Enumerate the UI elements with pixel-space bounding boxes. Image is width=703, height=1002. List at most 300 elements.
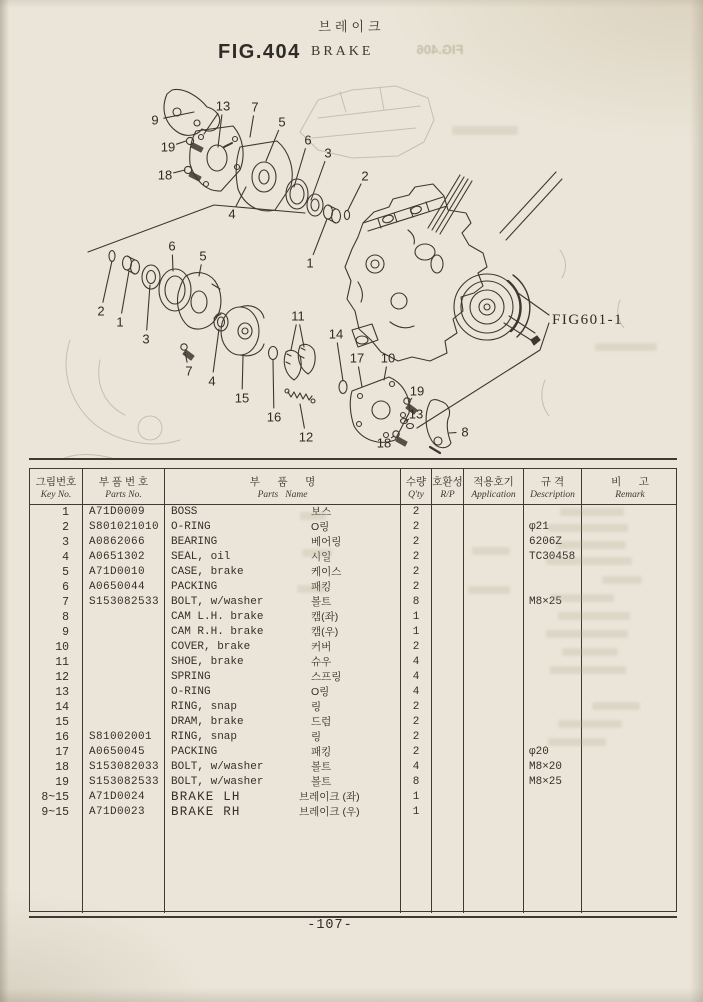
- cell-part-name: [165, 700, 401, 715]
- cell-part-name: [165, 745, 401, 760]
- cell-rp: [432, 670, 464, 685]
- bleedthrough-smudge: [472, 547, 510, 555]
- cell-part-no: A0650045: [83, 745, 165, 760]
- cell-key-no: 8~15: [30, 790, 83, 805]
- cell-rp: [432, 790, 464, 805]
- bleedthrough-smudge: [558, 720, 622, 728]
- callout-13: 13: [215, 98, 231, 114]
- callout-leader: [300, 404, 304, 428]
- cell-key-no: 9~15: [30, 805, 83, 820]
- header-en: R/P: [440, 489, 455, 500]
- callout-8: 8: [461, 424, 469, 440]
- cell-part-no: A71D0023: [83, 805, 165, 820]
- cell-key-no: 18: [30, 760, 83, 775]
- cell-key-no: 7: [30, 595, 83, 610]
- cell-rp: [432, 535, 464, 550]
- callout-9: 9: [151, 112, 159, 128]
- callout-18: 18: [376, 435, 392, 451]
- cell-part-no: [83, 610, 165, 625]
- cell-key-no: 6: [30, 580, 83, 595]
- cell-rp: [432, 520, 464, 535]
- cell-remark: [582, 775, 678, 790]
- header-ko: 부 품 번 호: [98, 475, 149, 488]
- cell-key-no: 14: [30, 700, 83, 715]
- cell-description: TC30458: [524, 550, 582, 565]
- part-name-ko: 브레이크 (좌): [299, 791, 360, 803]
- part-name-en: SHOE, brake: [171, 656, 244, 668]
- bleedthrough-smudge: [546, 630, 628, 638]
- part-name-en: PACKING: [171, 581, 218, 593]
- cell-qty: 2: [401, 730, 432, 745]
- cell-rp: [432, 595, 464, 610]
- callout-leader: [103, 261, 112, 302]
- callout-7: 7: [251, 99, 259, 115]
- cell-application: [464, 790, 524, 805]
- part-name-ko: 보스: [311, 506, 332, 518]
- part-name-en: BRAKE LH: [171, 790, 241, 804]
- header-ko: 호환성: [432, 475, 463, 488]
- header-en: Q'ty: [408, 489, 424, 500]
- bleedthrough-smudge: [548, 738, 606, 746]
- cell-rp: [432, 610, 464, 625]
- cell-description: [524, 790, 582, 805]
- callout-6: 6: [168, 238, 176, 254]
- cell-remark: [582, 685, 678, 700]
- header-parts-name: [165, 469, 401, 504]
- cell-qty: 4: [401, 655, 432, 670]
- cell-application: [464, 775, 524, 790]
- cell-part-name: [165, 685, 401, 700]
- part-name-ko: 커버: [311, 641, 332, 653]
- cell-application: [464, 805, 524, 820]
- header-en: Parts No.: [105, 489, 142, 500]
- part-name-ko: 링: [311, 701, 322, 713]
- part-name-ko: 패킹: [311, 581, 332, 593]
- figure-title: BRAKE: [311, 44, 374, 59]
- cell-rp: [432, 565, 464, 580]
- cell-part-name: [165, 760, 401, 775]
- exploded-parts-diagram: [0, 75, 703, 460]
- cell-rp: [432, 505, 464, 520]
- callout-leader: [359, 367, 363, 387]
- header-qty: [401, 469, 432, 504]
- cell-rp: [432, 655, 464, 670]
- callout-3: 3: [142, 331, 150, 347]
- cell-part-name: [165, 550, 401, 565]
- part-name-en: BEARING: [171, 536, 218, 548]
- callout-4: 4: [228, 206, 236, 222]
- cell-key-no: 9: [30, 625, 83, 640]
- cell-qty: 1: [401, 610, 432, 625]
- part-name-en: RING, snap: [171, 701, 238, 713]
- cell-qty: 4: [401, 760, 432, 775]
- cell-part-name: [165, 655, 401, 670]
- part-name-en: COVER, brake: [171, 641, 251, 653]
- cell-rp: [432, 730, 464, 745]
- cell-key-no: 15: [30, 715, 83, 730]
- callout-12: 12: [298, 429, 314, 445]
- page-number: -107-: [307, 918, 353, 933]
- header-ko: 부 품 명: [249, 475, 316, 488]
- cell-key-no: 17: [30, 745, 83, 760]
- part-name-en: SPRING: [171, 671, 211, 683]
- part-name-en: DRAM, brake: [171, 716, 244, 728]
- cell-qty: 2: [401, 550, 432, 565]
- cell-part-no: [83, 625, 165, 640]
- part-name-ko: 캠(우): [311, 626, 339, 638]
- cell-description: M8×25: [524, 595, 582, 610]
- part-name-ko: 브레이크 (우): [299, 806, 360, 818]
- header-remark: [582, 469, 678, 504]
- callout-leader: [348, 184, 361, 210]
- cell-part-no: [83, 685, 165, 700]
- part-name-en: BOLT, w/washer: [171, 761, 264, 773]
- table-row: [30, 745, 676, 760]
- part-name-ko: 시일: [311, 551, 332, 563]
- callout-3: 3: [324, 145, 332, 161]
- bleedthrough-smudge: [452, 126, 518, 135]
- callout-5: 5: [199, 248, 207, 264]
- cell-part-no: A71D0009: [83, 505, 165, 520]
- bleedthrough-smudge: [546, 557, 632, 565]
- cell-rp: [432, 715, 464, 730]
- callout-6: 6: [304, 132, 312, 148]
- bleedthrough-smudge: [300, 512, 326, 520]
- parts-table: [29, 468, 677, 912]
- cell-part-no: [83, 715, 165, 730]
- cell-qty: 2: [401, 565, 432, 580]
- cell-part-no: S153082533: [83, 775, 165, 790]
- cell-description: [524, 580, 582, 595]
- table-empty-region: [30, 820, 676, 913]
- cell-description: M8×25: [524, 775, 582, 790]
- part-name-ko: O링: [311, 521, 330, 533]
- callout-leader: [266, 130, 279, 161]
- callout-leader: [337, 343, 343, 381]
- callout-1: 1: [306, 255, 314, 271]
- callout-leader: [391, 436, 394, 438]
- cell-key-no: 4: [30, 550, 83, 565]
- cell-part-no: [83, 655, 165, 670]
- figure-reference-label: FIG601-1: [552, 312, 624, 328]
- bleedthrough-drawing: [60, 86, 624, 460]
- cell-key-no: 1: [30, 505, 83, 520]
- cell-description: φ20: [524, 745, 582, 760]
- callout-leader: [273, 360, 274, 408]
- cell-rp: [432, 685, 464, 700]
- header-en: Application: [471, 489, 516, 500]
- cell-part-name: [165, 730, 401, 745]
- table-top-rule: [29, 458, 677, 460]
- bleedthrough-smudge: [592, 702, 640, 710]
- cell-description: M8×20: [524, 760, 582, 775]
- cell-key-no: 12: [30, 670, 83, 685]
- bleedthrough-smudge: [302, 549, 332, 557]
- part-name-ko: 볼트: [311, 596, 332, 608]
- callout-14: 14: [328, 326, 344, 342]
- bleedthrough-smudge: [468, 586, 510, 594]
- bleedthrough-figure-label: FIG.406: [416, 42, 464, 57]
- cell-part-no: A0650044: [83, 580, 165, 595]
- cell-application: [464, 655, 524, 670]
- part-name-en: BOSS: [171, 506, 198, 518]
- part-name-ko: 케이스: [311, 566, 342, 578]
- cell-part-no: S153082533: [83, 595, 165, 610]
- header-en: Key No.: [40, 489, 72, 500]
- header-ko: 비 고: [611, 475, 649, 488]
- callout-leader: [242, 356, 243, 389]
- cell-rp: [432, 745, 464, 760]
- bleedthrough-smudge: [602, 576, 642, 584]
- cell-application: [464, 670, 524, 685]
- header-en: Remark: [615, 489, 645, 500]
- cell-part-name: [165, 715, 401, 730]
- cell-part-no: A0862066: [83, 535, 165, 550]
- callout-leader: [164, 112, 194, 118]
- table-row: [30, 565, 676, 580]
- part-name-ko: 스프링: [311, 671, 342, 683]
- part-name-ko: 베어링: [311, 536, 342, 548]
- callout-layer: [97, 99, 468, 451]
- cell-part-no: S81002001: [83, 730, 165, 745]
- header-parts-no: [83, 469, 165, 504]
- cell-key-no: 5: [30, 565, 83, 580]
- callout-leader: [177, 141, 187, 144]
- callout-leader: [199, 265, 201, 276]
- figure-number: FIG.404: [218, 41, 301, 63]
- cell-part-name: [165, 520, 401, 535]
- cell-application: [464, 700, 524, 715]
- cell-part-name: [165, 805, 401, 820]
- bleedthrough-smudge: [562, 648, 618, 656]
- header-application: [464, 469, 524, 504]
- part-name-en: BOLT, w/washer: [171, 596, 264, 608]
- cell-description: [524, 685, 582, 700]
- callout-leader: [291, 325, 296, 350]
- header-key-no: [30, 469, 83, 504]
- header-ko: 적용호기: [473, 475, 514, 488]
- callout-19: 19: [409, 383, 425, 399]
- cell-qty: 2: [401, 520, 432, 535]
- cell-rp: [432, 760, 464, 775]
- cell-description: [524, 805, 582, 820]
- cell-qty: 4: [401, 685, 432, 700]
- table-row: [30, 685, 676, 700]
- cell-qty: 8: [401, 775, 432, 790]
- part-name-en: PACKING: [171, 746, 218, 758]
- cell-part-no: [83, 700, 165, 715]
- cell-key-no: 16: [30, 730, 83, 745]
- cell-remark: [582, 745, 678, 760]
- part-name-ko: 볼트: [311, 776, 332, 788]
- cell-part-name: [165, 565, 401, 580]
- cell-description: φ21: [524, 520, 582, 535]
- table-header-row: [30, 469, 676, 505]
- part-name-en: CAM R.H. brake: [171, 626, 264, 638]
- part-name-ko: 캠(좌): [311, 611, 339, 623]
- cell-application: [464, 505, 524, 520]
- cell-application: [464, 520, 524, 535]
- cell-part-name: [165, 610, 401, 625]
- callout-leader: [300, 325, 304, 347]
- callout-15: 15: [234, 390, 250, 406]
- bleedthrough-smudge: [560, 508, 624, 516]
- cell-key-no: 3: [30, 535, 83, 550]
- cell-application: [464, 730, 524, 745]
- cell-part-no: [83, 670, 165, 685]
- cell-qty: 2: [401, 700, 432, 715]
- cell-remark: [582, 760, 678, 775]
- header-en: Parts Name: [257, 489, 308, 500]
- cell-key-no: 19: [30, 775, 83, 790]
- callout-leader: [172, 255, 173, 271]
- cell-description: 6206Z: [524, 535, 582, 550]
- cell-part-no: S801021010: [83, 520, 165, 535]
- cell-key-no: 8: [30, 610, 83, 625]
- cell-part-name: [165, 625, 401, 640]
- cell-qty: 2: [401, 535, 432, 550]
- header-en: Description: [530, 489, 575, 500]
- part-name-en: BRAKE RH: [171, 805, 241, 819]
- callout-18: 18: [157, 167, 173, 183]
- callout-leader: [213, 329, 219, 372]
- part-name-en: BOLT, w/washer: [171, 776, 264, 788]
- callout-2: 2: [97, 303, 105, 319]
- cell-qty: 2: [401, 745, 432, 760]
- callout-4: 4: [208, 373, 216, 389]
- cell-qty: 2: [401, 505, 432, 520]
- cell-rp: [432, 550, 464, 565]
- cell-part-no: A71D0010: [83, 565, 165, 580]
- cell-part-name: [165, 775, 401, 790]
- part-name-en: RING, snap: [171, 731, 238, 743]
- part-name-ko: 링: [311, 731, 322, 743]
- cell-description: [524, 700, 582, 715]
- cell-part-name: [165, 790, 401, 805]
- cell-qty: 1: [401, 625, 432, 640]
- part-name-ko: 슈우: [311, 656, 332, 668]
- page-title-korean: 브레이크: [318, 19, 385, 34]
- cell-qty: 4: [401, 670, 432, 685]
- cell-application: [464, 640, 524, 655]
- table-row: [30, 790, 676, 805]
- bleedthrough-smudge: [556, 541, 626, 549]
- cell-rp: [432, 700, 464, 715]
- callout-16: 16: [266, 409, 282, 425]
- callout-leader: [122, 271, 129, 313]
- callout-2: 2: [361, 168, 369, 184]
- bleedthrough-smudge: [548, 524, 628, 532]
- cell-part-name: [165, 535, 401, 550]
- cell-remark: [582, 805, 678, 820]
- cell-qty: 1: [401, 790, 432, 805]
- cell-key-no: 2: [30, 520, 83, 535]
- callout-leader: [147, 285, 150, 330]
- cell-key-no: 11: [30, 655, 83, 670]
- cell-qty: 2: [401, 580, 432, 595]
- callout-7: 7: [185, 363, 193, 379]
- bleedthrough-smudge: [595, 343, 657, 351]
- bleedthrough-smudge: [297, 585, 325, 593]
- cell-application: [464, 760, 524, 775]
- cell-qty: 2: [401, 640, 432, 655]
- cell-part-name: [165, 640, 401, 655]
- callout-13: 13: [408, 406, 424, 422]
- diagram-linework: [88, 89, 562, 453]
- callout-leader: [250, 116, 254, 137]
- header-ko: 규 격: [540, 475, 565, 488]
- cell-application: [464, 745, 524, 760]
- cell-part-name: [165, 595, 401, 610]
- cell-application: [464, 565, 524, 580]
- callout-5: 5: [278, 114, 286, 130]
- cell-rp: [432, 805, 464, 820]
- table-row: [30, 700, 676, 715]
- cell-rp: [432, 580, 464, 595]
- part-name-ko: 볼트: [311, 761, 332, 773]
- cell-remark: [582, 790, 678, 805]
- cell-application: [464, 610, 524, 625]
- table-row: [30, 580, 676, 595]
- part-name-en: CASE, brake: [171, 566, 244, 578]
- cell-part-name: [165, 670, 401, 685]
- header-description: [524, 469, 582, 504]
- part-name-en: CAM L.H. brake: [171, 611, 264, 623]
- callout-19: 19: [160, 139, 176, 155]
- table-row: [30, 805, 676, 820]
- part-name-ko: 드럼: [311, 716, 332, 728]
- cell-description: [524, 565, 582, 580]
- part-name-en: SEAL, oil: [171, 551, 231, 563]
- part-name-ko: O링: [311, 686, 330, 698]
- cell-application: [464, 595, 524, 610]
- cell-part-name: [165, 505, 401, 520]
- bleedthrough-smudge: [550, 666, 626, 674]
- cell-key-no: 10: [30, 640, 83, 655]
- cell-rp: [432, 775, 464, 790]
- cell-application: [464, 685, 524, 700]
- cell-qty: 8: [401, 595, 432, 610]
- header-ko: 그림번호: [35, 475, 77, 488]
- cell-qty: 2: [401, 715, 432, 730]
- cell-rp: [432, 625, 464, 640]
- cell-part-no: [83, 640, 165, 655]
- table-body: [30, 505, 676, 820]
- part-name-en: O-RING: [171, 686, 211, 698]
- cell-part-no: S153082033: [83, 760, 165, 775]
- bleedthrough-smudge: [558, 612, 630, 620]
- table-row: [30, 760, 676, 775]
- cell-qty: 1: [401, 805, 432, 820]
- cell-rp: [432, 640, 464, 655]
- callout-1: 1: [116, 314, 124, 330]
- cell-application: [464, 715, 524, 730]
- part-name-ko: 패킹: [311, 746, 332, 758]
- header-rp: [432, 469, 464, 504]
- callout-10: 10: [380, 350, 396, 366]
- callout-leader: [294, 149, 305, 187]
- cell-part-name: [165, 580, 401, 595]
- callout-leader: [313, 219, 327, 255]
- cell-application: [464, 625, 524, 640]
- callout-11: 11: [291, 308, 305, 324]
- callout-17: 17: [349, 350, 365, 366]
- cell-part-no: A0651302: [83, 550, 165, 565]
- part-name-en: O-RING: [171, 521, 211, 533]
- cell-key-no: 13: [30, 685, 83, 700]
- header-ko: 수량: [405, 475, 427, 488]
- callout-leader: [174, 170, 185, 173]
